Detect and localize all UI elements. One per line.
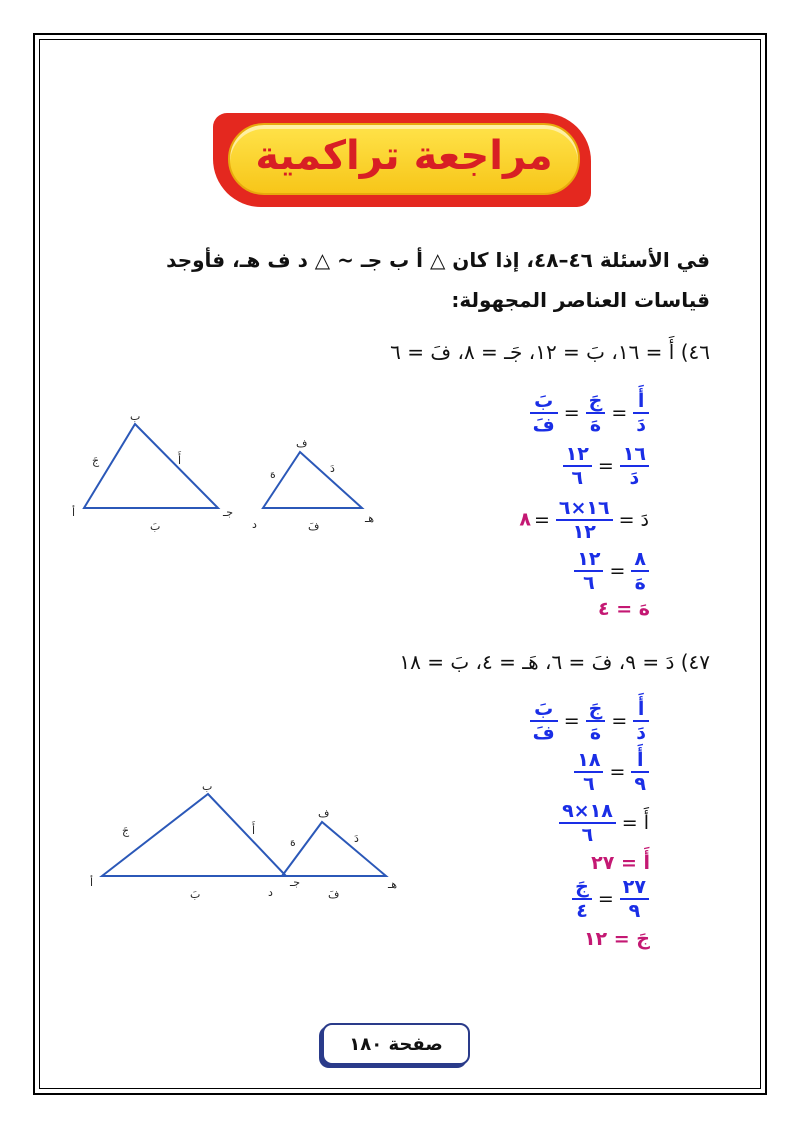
- q47-label-side-f: فَ: [328, 888, 340, 901]
- q46-label-f: ف: [296, 437, 308, 450]
- page-number: صفحة ١٨٠: [349, 1034, 443, 1055]
- q46-step-1: $\frac{\text{أَ}}{\text{دَ}}$ = $\frac{\text{جَ}}{\text{هَ}}$ = $\frac{\text{بَ}}{\text{فَ}}$: [527, 390, 652, 436]
- q46-label-a: أ: [72, 506, 76, 519]
- q46-step-4: $\frac{٨}{\text{هَ}}$ = $\frac{١٢}{٦}$: [571, 548, 652, 594]
- q46-label-side-b: بَ: [150, 520, 161, 533]
- q47-answer-a: أَ = ٢٧: [591, 852, 650, 874]
- q46-answer-d: ٨: [519, 508, 531, 531]
- intro-line-2: قياسات العناصر المجهولة:: [451, 288, 710, 312]
- q47-label-side-h: هَ: [290, 836, 296, 849]
- q46-step-3: دَ= $\frac{١٦\times ٦}{١٢}$ =٨: [519, 497, 649, 543]
- q47-label-b: ب: [202, 780, 213, 793]
- q46-label-h: هـ: [365, 512, 375, 525]
- q47-step-1: $\frac{\text{أَ}}{\text{دَ}}$ = $\frac{\text{جَ}}{\text{هَ}}$ = $\frac{\text{بَ}}{\text{فَ}}$: [527, 698, 652, 744]
- q47-label-d: د: [268, 886, 273, 899]
- q47-label-side-a: أَ: [252, 824, 256, 837]
- q46-label-c: جـ: [223, 506, 234, 519]
- q46-label-side-f: فَ: [308, 520, 320, 533]
- q47-triangle-dfh: [282, 822, 386, 876]
- page-number-badge: [322, 1023, 470, 1065]
- question-46: ٤٦) أَ = ١٦، بَ = ١٢، جَـ = ٨، فَ = ٦: [390, 340, 710, 364]
- q47-label-side-c: جَ: [122, 824, 130, 837]
- q46-label-side-d: دَ: [330, 462, 335, 475]
- question-47: ٤٧) دَ = ٩، فَ = ٦، هَـ = ٤، بَ = ١٨: [399, 650, 710, 674]
- q47-label-f: ف: [318, 807, 330, 820]
- q46-triangle-abc: [84, 424, 218, 508]
- page-title: مراجعة تراكمية: [255, 133, 553, 179]
- q46-step-2: $\frac{١٦}{\text{دَ}}$ = $\frac{١٢}{٦}$: [560, 443, 652, 489]
- q46-label-side-c: جَ: [92, 454, 100, 467]
- q47-answer-c: جَ = ١٢: [583, 928, 650, 950]
- q47-triangle-abc: [102, 794, 286, 876]
- q47-label-c: جـ: [290, 876, 301, 889]
- q46-label-d: د: [252, 518, 257, 531]
- q47-triangles: [60, 780, 400, 910]
- q47-step-5: $\frac{٢٧}{٩}$ = $\frac{\text{جَ}}{٤}$: [569, 876, 652, 922]
- q46-label-b: ب: [130, 410, 141, 423]
- q47-label-a: أ: [90, 876, 94, 889]
- q46-label-side-a: أَ: [178, 454, 182, 467]
- q46-triangle-dfh: [263, 452, 362, 508]
- q47-label-side-d: دَ: [354, 832, 359, 845]
- title-banner: [228, 123, 580, 195]
- q46-label-side-h: هَ: [270, 468, 276, 481]
- q47-label-side-b: بَ: [190, 888, 201, 901]
- intro-line-1: في الأسئلة ٤٦–٤٨، إذا كان △ أ ب جـ ~ △ د ف هـ، فأوجد: [166, 248, 710, 272]
- q46-answer-h: هَ = ٤: [598, 598, 650, 620]
- q47-label-h: هـ: [388, 878, 398, 891]
- q46-triangles: [60, 410, 380, 540]
- q47-step-2: $\frac{\text{أَ}}{٩}$ = $\frac{١٨}{٦}$: [571, 749, 652, 795]
- q47-step-3: أَ= $\frac{١٨\times ٩}{٦}$: [556, 800, 652, 846]
